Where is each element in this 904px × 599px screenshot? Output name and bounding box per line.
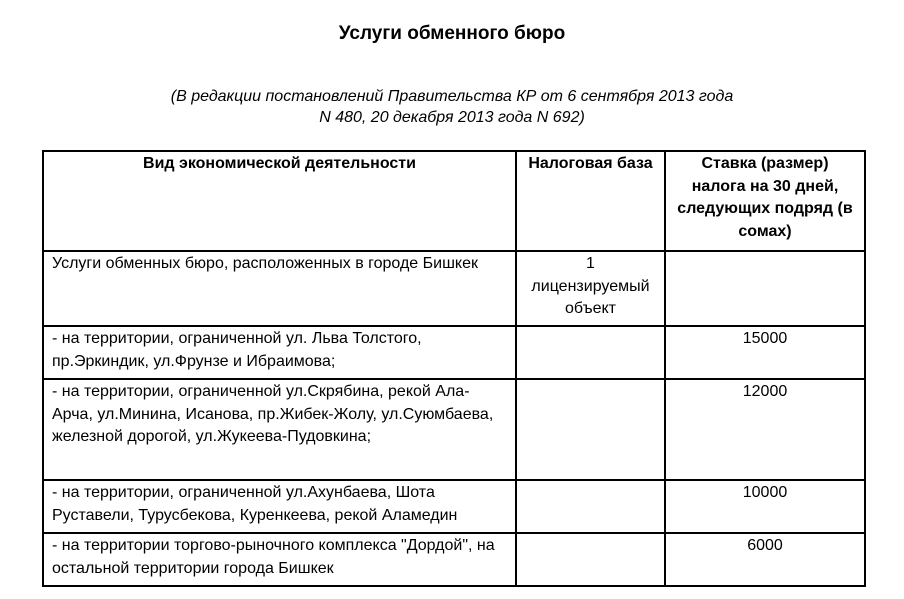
document-title: Услуги обменного бюро xyxy=(338,23,566,44)
table-row xyxy=(43,533,865,586)
table-header-row xyxy=(43,151,865,251)
edition-note-line-1: (В редакции постановлений Правительства КР от 6 сентября 2013 года xyxy=(170,88,734,105)
cell-activity: - на территории торгово-рыночного комплекса "Дордой", на остальной территории города Бишкек xyxy=(43,533,516,586)
header-activity: Вид экономической деятельности xyxy=(43,151,516,251)
cell-tax-rate xyxy=(665,251,865,326)
cell-tax-base xyxy=(516,379,665,480)
cell-tax-rate: 15000 xyxy=(665,326,865,379)
cell-tax-base xyxy=(516,533,665,586)
table-row xyxy=(43,251,865,326)
cell-tax-rate: 12000 xyxy=(665,379,865,480)
cell-tax-base xyxy=(516,480,665,533)
cell-activity: Услуги обменных бюро, расположенных в городе Бишкек xyxy=(43,251,516,326)
edition-note-line-2: N 480, 20 декабря 2013 года N 692) xyxy=(319,109,585,126)
cell-tax-rate: 10000 xyxy=(665,480,865,533)
cell-activity: - на территории, ограниченной ул.Скрябина, рекой Ала-Арча, ул.Минина, Исанова, пр.Жибек-Жолу, ул.Суюмбаева, железной дорогой, ул.Жукеева-Пудовкина; xyxy=(43,379,516,480)
edition-note xyxy=(0,86,904,128)
cell-activity: - на территории, ограниченной ул.Ахунбаева, Шота Руставели, Турусбекова, Куренкеева, рекой Аламедин xyxy=(43,480,516,533)
table-row xyxy=(43,480,865,533)
cell-tax-base xyxy=(516,326,665,379)
header-tax-base: Налоговая база xyxy=(516,151,665,251)
cell-tax-base: 1 лицензируемый объект xyxy=(516,251,665,326)
table-row xyxy=(43,379,865,480)
cell-activity: - на территории, ограниченной ул. Льва Толстого, пр.Эркиндик, ул.Фрунзе и Ибраимова; xyxy=(43,326,516,379)
tax-rates-table xyxy=(42,150,866,587)
header-tax-rate: Ставка (размер) налога на 30 дней, следующих подряд (в сомах) xyxy=(665,151,865,251)
table-row xyxy=(43,326,865,379)
cell-tax-rate: 6000 xyxy=(665,533,865,586)
